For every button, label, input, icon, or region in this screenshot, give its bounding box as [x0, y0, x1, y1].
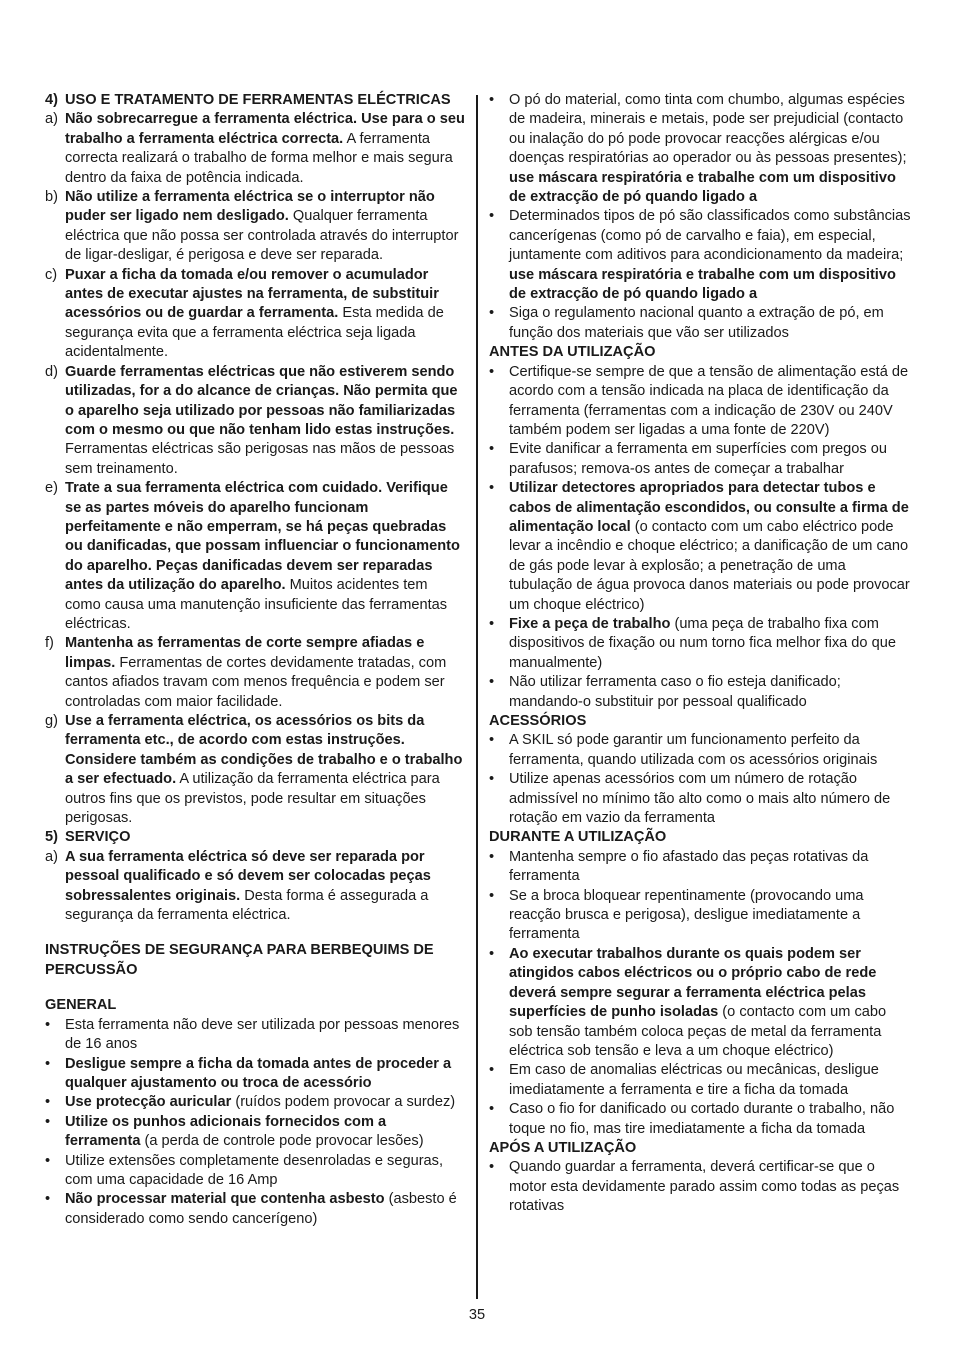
numbered-section	[45, 828, 465, 847]
column-divider	[476, 95, 478, 1299]
regular-text: Evite danificar a ferramenta em superfícies com pregos ou parafusos; remova-os antes de começar a trabalhar	[509, 441, 887, 477]
section-gap	[45, 925, 465, 941]
bold-text: SERVIÇO	[65, 829, 131, 846]
bold-text: Mantenha as ferramentas de corte sempre afiadas e limpas.	[65, 635, 425, 671]
bold-text: Utilizar detectores apropriados para detectar tubos e cabos de alimentação escondidos, ou consulte a firma de alimentação local	[509, 480, 909, 535]
regular-text: Certifique-se sempre de que a tensão de alimentação está de acordo com a tensão indicada na placa de identificação da ferramenta (ferramentas com a indicação de 230V ou 240V também podem ser ligadas a uma fonte de 220V)	[509, 363, 909, 438]
bullet-marker: •	[489, 441, 495, 458]
bullet-marker: •	[489, 771, 495, 788]
bold-text: Não processar material que contenha asbesto	[65, 1191, 385, 1208]
item-text	[489, 615, 912, 673]
bullet-marker: •	[45, 1152, 51, 1169]
item-text	[45, 110, 465, 188]
item-text	[489, 673, 912, 712]
section-heading: GENERAL	[45, 997, 117, 1014]
regular-text: Quando guardar a ferramenta, deverá certificar-se que o motor esta devidamente parado assim como todas as peças rotativas	[509, 1159, 900, 1215]
regular-text: A ferramenta correcta realizará o trabalho de forma melhor e mais segura dentro da faixa de potência indicada.	[65, 130, 453, 186]
regular-text: (uma peça de trabalho fixa com dispositivos de fixação ou num torno fica melhor fixa do que manualmente)	[509, 615, 896, 671]
section-heading: DURANTE A UTILIZAÇÃO	[489, 829, 667, 846]
bullet-marker: •	[45, 1191, 51, 1208]
bold-text: use máscara respiratória e trabalhe com um dispositivo de extracção de pó quando ligado a	[509, 266, 896, 303]
regular-text: Utilize extensões completamente desenroladas e seguras, com uma capacidade de 16 Amp	[65, 1152, 444, 1188]
regular-text: (o contacto com um cabo eléctrico pode levar a incêndio e choque eléctrico; a danificação de um cano de gás pode levar à explosão; a penetração de uma tubulação de água provoca danos materiais ou pode provocar um choque eléctrico)	[509, 518, 910, 613]
regular-text: Mantenha sempre o fio afastado das peças rotativas da ferramenta	[509, 848, 869, 885]
regular-text: (o contacto com um cabo sob tensão também coloca peças de metal da ferramenta eléctrica sob tensão e leva a um choque eléctrico)	[509, 1004, 887, 1059]
regular-text: A SKIL só pode garantir um funcionamento perfeito da ferramenta, quando utilizada com os acessórios originais	[509, 732, 878, 768]
regular-text: Ferramentas eléctricas são perigosas nas mãos de pessoas sem treinamento.	[65, 441, 455, 477]
regular-text: Em caso de anomalias eléctricas ou mecânicas, desligue imediatamente a ferramenta e tire a ficha da tomada	[509, 1062, 879, 1098]
item-text	[45, 266, 465, 363]
item-text	[489, 731, 912, 770]
item-text	[45, 188, 465, 266]
bullet-item	[45, 1093, 465, 1112]
item-text	[45, 634, 465, 712]
item-label: c)	[45, 266, 58, 283]
bullet-marker: •	[489, 363, 495, 380]
bold-text: Não sobrecarregue a ferramenta eléctrica. Use para o seu trabalho a ferramenta eléctrica correcta.	[65, 111, 465, 147]
regular-text: O pó do material, como tinta com chumbo, algumas espécies de madeira, minerais e metais, pode ser prejudicial (contacto ou inalação do pó pode provocar reacções alérgicas e/ou doenças respiratórias ao operador ou às pessoas presentes);	[509, 92, 907, 167]
bold-text: USO E TRATAMENTO DE FERRAMENTAS ELÉCTRICAS	[65, 92, 451, 108]
bold-text: Puxar a ficha da tomada e/ou remover o acumulador antes de executar ajustes na ferramenta, de substituir acessórios ou de guardar a ferramenta.	[65, 266, 439, 322]
regular-text: A utilização da ferramenta eléctrica para outros fins que os previstos, pode resultar em situações perigosas.	[65, 771, 440, 827]
bullet-item	[489, 440, 912, 479]
regular-text: (a perda de controle pode provocar lesões)	[140, 1133, 424, 1150]
regular-text: Caso o fio for danificado ou cortado durante o trabalho, não toque no fio, mas tire imediatamente a ficha da tomada	[509, 1101, 895, 1137]
item-text	[489, 945, 912, 1061]
bullet-item	[489, 363, 912, 441]
bold-text: A sua ferramenta eléctrica só deve ser reparada por pessoal qualificado e só devem ser colocadas peças sobressalentes originais.	[65, 848, 431, 904]
item-label: a)	[45, 111, 58, 128]
item-label: 4)	[45, 92, 58, 108]
bullet-marker: •	[45, 1055, 51, 1072]
bold-text: Use protecção auricular	[65, 1094, 232, 1111]
regular-text: Muitos acidentes tem como causa uma manutenção insuficiente das ferramentas eléctricas.	[65, 577, 448, 632]
bullet-marker: •	[489, 92, 495, 108]
lettered-item	[45, 363, 465, 479]
bullet-item	[489, 1100, 912, 1139]
item-text	[45, 848, 465, 926]
section-heading: INSTRUÇÕES DE SEGURANÇA PARA BERBEQUIMS DE PERCUSSÃO	[45, 942, 434, 978]
section-heading: ANTES DA UTILIZAÇÃO	[489, 344, 656, 361]
regular-text: Desta forma é assegurada a segurança da ferramenta eléctrica.	[65, 887, 429, 924]
item-text	[489, 479, 912, 615]
item-text	[489, 1100, 912, 1139]
item-text	[489, 1158, 912, 1216]
regular-text: Esta ferramenta não deve ser utilizada por pessoas menores de 16 anos	[65, 1016, 460, 1053]
regular-text: Se a broca bloquear repentinamente (provocando uma reacção brusca e perigosa), desligue imediatamente a ferramenta	[509, 887, 864, 943]
bullet-marker: •	[489, 305, 495, 322]
bullet-item	[489, 731, 912, 770]
lettered-item	[45, 266, 465, 363]
bullet-item	[45, 1055, 465, 1094]
item-label: d)	[45, 363, 58, 380]
regular-text: Determinados tipos de pó são classificados como substâncias cancerígenas (como pó de carvalho e faia), em especial, juntamente com aditivos para acondicionamento da madeira;	[509, 208, 911, 264]
item-text	[45, 1093, 465, 1112]
bullet-marker: •	[489, 732, 495, 749]
bullet-marker: •	[489, 480, 495, 497]
regular-text: Qualquer ferramenta eléctrica que não possa ser controlada através do interruptor de ligar-desligar, é perigosa e deve ser reparada.	[65, 208, 459, 264]
item-text	[45, 363, 465, 479]
left-column	[45, 91, 465, 1229]
bold-text: Ao executar trabalhos durante os quais podem ser atingidos cabos eléctricos ou o próprio cabo de rede deverá sempre segurar a ferramenta eléctrica pelas superfícies de punho isoladas	[509, 945, 877, 1021]
item-label: b)	[45, 189, 58, 206]
bullet-item	[489, 770, 912, 828]
item-text	[489, 304, 912, 343]
item-text	[45, 1016, 465, 1055]
bullet-marker: •	[489, 615, 495, 632]
item-label: e)	[45, 480, 58, 497]
bullet-marker: •	[45, 1113, 51, 1130]
bullet-item	[489, 1061, 912, 1100]
bullet-marker: •	[489, 1159, 495, 1176]
section-heading: APÓS A UTILIZAÇÃO	[489, 1139, 637, 1156]
regular-text: Esta medida de segurança evita que a ferramenta eléctrica seja ligada acidentalmente.	[65, 305, 444, 361]
regular-text: (asbesto é considerado como sendo cancerígeno)	[65, 1191, 457, 1227]
bullet-item	[45, 1113, 465, 1152]
bold-text: Trate a sua ferramenta eléctrica com cuidado. Verifique se as partes móveis do aparelho funcionam perfeitamente e não emperram, se há peças quebradas ou danificadas, que possam influenciar o funcionamento do aparelho. Peças danificadas devem ser reparadas antes da utilização do aparelho.	[65, 480, 460, 594]
item-text	[489, 770, 912, 828]
bullet-marker: •	[45, 1016, 51, 1033]
regular-text: (ruídos podem provocar a surdez)	[231, 1094, 456, 1111]
item-text	[489, 440, 912, 479]
bullet-marker: •	[489, 1062, 495, 1079]
bullet-item	[489, 304, 912, 343]
bullet-item	[489, 91, 912, 207]
lettered-item	[45, 479, 465, 634]
item-label: f)	[45, 635, 54, 652]
bullet-item	[489, 673, 912, 712]
lettered-item	[45, 848, 465, 926]
numbered-section	[45, 91, 465, 110]
bold-text: Desligue sempre a ficha da tomada antes de proceder a qualquer ajustamento ou troca de acessório	[65, 1055, 452, 1091]
item-text	[489, 1061, 912, 1100]
item-text	[489, 363, 912, 441]
regular-text: Siga o regulamento nacional quanto a extração de pó, em função dos materiais que vão ser utilizados	[509, 305, 884, 341]
item-text	[45, 1190, 465, 1229]
bullet-marker: •	[489, 848, 495, 865]
bullet-item	[45, 1152, 465, 1191]
lettered-item	[45, 110, 465, 188]
item-label: a)	[45, 848, 58, 865]
item-text	[489, 207, 912, 304]
bullet-item	[489, 615, 912, 673]
bold-text: Use a ferramenta eléctrica, os acessórios os bits da ferramenta etc., de acordo com estas instruções. Considere também as condições de trabalho e o trabalho a ser efectuado.	[65, 713, 463, 788]
bullet-item	[45, 1016, 465, 1055]
item-label: g)	[45, 713, 58, 729]
lettered-item	[45, 188, 465, 266]
bullet-item	[489, 887, 912, 945]
item-text	[45, 479, 465, 634]
item-text	[45, 712, 465, 828]
item-text	[489, 848, 912, 887]
bullet-item	[489, 207, 912, 304]
bullet-marker: •	[489, 945, 495, 962]
bold-text: Fixe a peça de trabalho	[509, 615, 671, 632]
bullet-item	[489, 479, 912, 615]
item-text	[45, 828, 465, 847]
item-text	[45, 1055, 465, 1094]
bullet-marker: •	[45, 1094, 51, 1111]
item-label: 5)	[45, 829, 58, 846]
lettered-item	[45, 634, 465, 712]
bold-text: Não utilize a ferramenta eléctrica se o interruptor não puder ser ligado nem desligado.	[65, 189, 435, 225]
item-text	[45, 91, 465, 110]
page-number: 35	[468, 1307, 486, 1323]
item-text	[489, 91, 912, 207]
regular-text: Não utilizar ferramenta caso o fio esteja danificado; mandando-o substituir por pessoal qualificado	[509, 674, 841, 710]
section-gap	[45, 980, 465, 996]
regular-text: Utilize apenas acessórios com um número de rotação admissível no mínimo tão alto como o mais alto número de rotação em vazio da ferramenta	[509, 771, 891, 827]
regular-text: Ferramentas de cortes devidamente tratadas, com cantos afiados travam com menos frequência e podem ser controladas com maior facilidade.	[65, 654, 447, 710]
bullet-item	[489, 945, 912, 1061]
lettered-item	[45, 712, 465, 828]
bold-text: Guarde ferramentas eléctricas que não estiverem sendo utilizadas, for a do alcance de crianças. Não permita que o aparelho seja utilizado por pessoas não familiarizadas com o mesmo ou que não tenham lido estas instruções.	[65, 363, 458, 438]
bullet-marker: •	[489, 1101, 495, 1118]
right-column	[489, 91, 912, 1217]
bullet-marker: •	[489, 887, 495, 904]
item-text	[45, 1152, 465, 1191]
bullet-item	[489, 1158, 912, 1216]
bullet-marker: •	[489, 208, 495, 225]
section-heading: ACESSÓRIOS	[489, 713, 587, 729]
item-text	[45, 1113, 465, 1152]
bullet-marker: •	[489, 674, 495, 691]
item-text	[489, 887, 912, 945]
bold-text: use máscara respiratória e trabalhe com um dispositivo de extracção de pó quando ligado a	[509, 169, 896, 206]
bullet-item	[489, 848, 912, 887]
bold-text: Utilize os punhos adicionais fornecidos com a ferramenta	[65, 1113, 387, 1150]
bullet-item	[45, 1190, 465, 1229]
